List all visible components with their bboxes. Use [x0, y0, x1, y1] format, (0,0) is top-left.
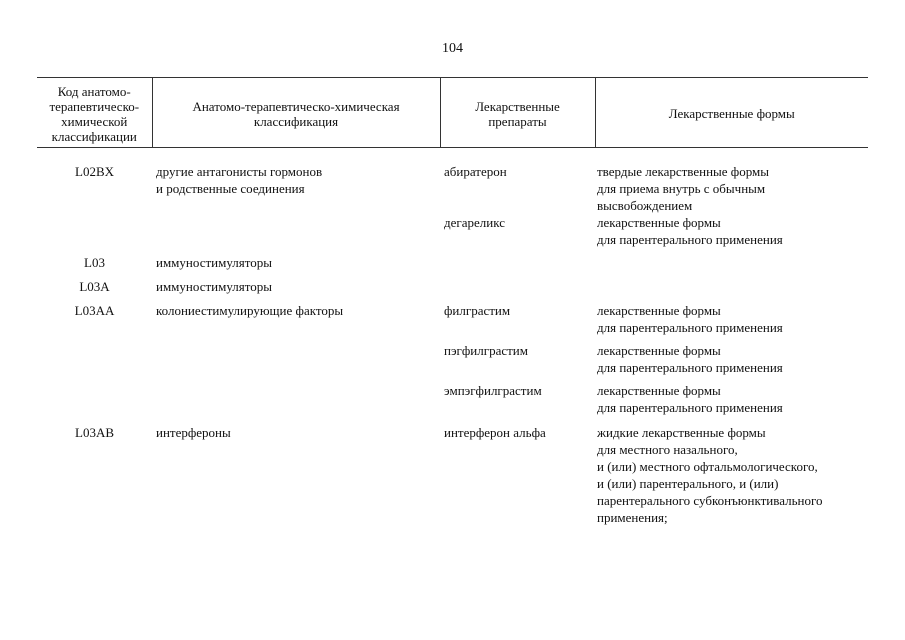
atc-classification	[152, 342, 440, 382]
atc-classification: интерфероны	[156, 425, 231, 440]
dosage-form: лекарственные формы для парентерального применения	[597, 215, 783, 247]
atc-code: L03	[84, 255, 105, 270]
dosage-form: лекарственные формы для парентерального применения	[597, 383, 783, 415]
drug-name: интерферон альфа	[444, 425, 546, 440]
header-forms: Лекарственные формы	[595, 78, 868, 148]
table-row	[37, 342, 868, 382]
dosage-form	[595, 278, 868, 302]
atc-code	[37, 342, 152, 382]
table-row	[37, 382, 868, 424]
atc-classification: другие антагонисты гормонов и родственные соединения	[156, 164, 323, 196]
dosage-form	[595, 254, 868, 278]
atc-classification	[152, 214, 440, 254]
drug-name	[440, 254, 595, 278]
atc-code: L02BX	[75, 164, 114, 179]
table-row	[37, 148, 868, 215]
page-number: 104	[442, 41, 463, 56]
dosage-form: жидкие лекарственные формы для местного назального, и (или) местного офтальмологического, и (или) парентерального, и (или) парентерального субконъюнктивального применения;	[597, 425, 823, 525]
classification-table	[37, 77, 868, 526]
atc-classification: иммуностимуляторы	[156, 255, 272, 270]
table-row	[37, 424, 868, 526]
atc-code: L03A	[79, 279, 110, 294]
drug-name: дегареликс	[444, 215, 505, 230]
atc-code	[37, 214, 152, 254]
dosage-form: лекарственные формы для парентерального применения	[597, 303, 783, 335]
drug-name: абиратерон	[444, 164, 507, 179]
header-classification: Анатомо-терапевтическо-химическая классификация	[152, 78, 440, 148]
atc-classification: иммуностимуляторы	[156, 279, 272, 294]
header-drugs: Лекарственные препараты	[440, 78, 595, 148]
table-row	[37, 278, 868, 302]
table-row	[37, 214, 868, 254]
atc-code: L03AA	[74, 303, 115, 318]
dosage-form: лекарственные формы для парентерального применения	[597, 343, 783, 375]
table-row	[37, 302, 868, 342]
header-code: Код анатомо- терапевтическо- химической классификации	[37, 78, 152, 148]
drug-name: эмпэгфилграстим	[444, 383, 542, 398]
atc-code	[37, 382, 152, 424]
dosage-form: твердые лекарственные формы для приема внутрь с обычным высвобождением	[597, 164, 769, 213]
drug-name: филграстим	[444, 303, 511, 318]
drug-name	[440, 278, 595, 302]
atc-code: L03AB	[75, 425, 114, 440]
atc-classification: колониестимулирующие факторы	[156, 303, 344, 318]
drug-name: пэгфилграстим	[444, 343, 528, 358]
table-header-row	[37, 78, 868, 148]
table-row	[37, 254, 868, 278]
atc-classification	[152, 382, 440, 424]
